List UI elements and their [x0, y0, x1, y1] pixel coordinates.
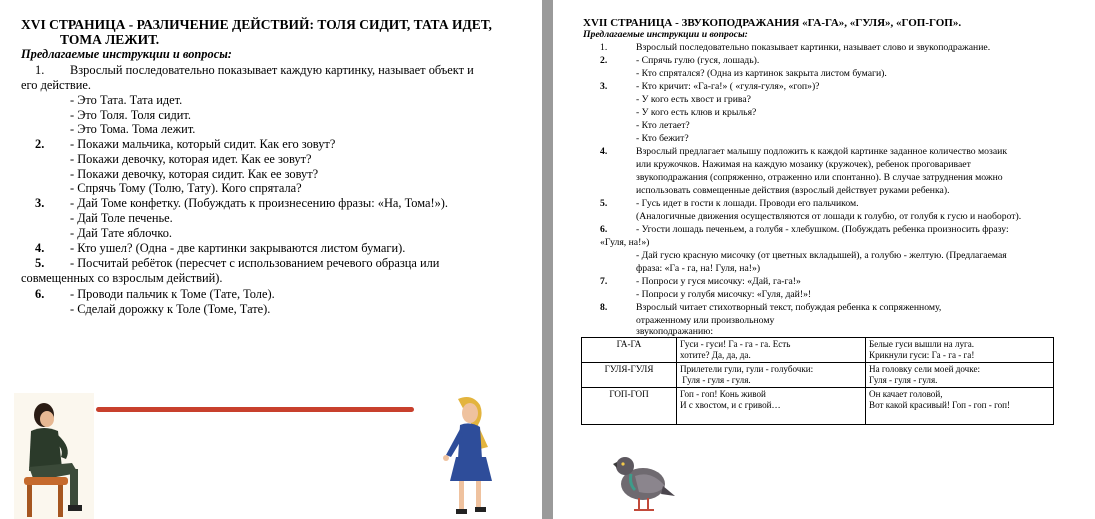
sitting-boy-illustration — [14, 393, 94, 519]
verse-line: И с хвостом, и с гривой… — [680, 400, 781, 410]
instruction-line: - Это Толя. Толя сидит. — [70, 108, 191, 122]
instruction-line: звукоподражания (сопряженно, отраженно или спонтанно). В случае затруднения можно — [636, 172, 1003, 183]
instruction-line: - Дай Тате яблочко. — [70, 226, 173, 240]
instruction-line: - Покажи мальчика, который сидит. Как его зовут? — [70, 137, 336, 151]
item-number: 5. — [600, 198, 608, 209]
item-number: 6. — [35, 287, 45, 301]
instruction-line: «Гуля, на!») — [600, 237, 650, 248]
item-number: 3. — [600, 81, 608, 92]
instruction-line: - Это Тата. Тата идет. — [70, 93, 183, 107]
instruction-line: - Дай Толе печенье. — [70, 211, 173, 225]
instruction-line: использовать совмещенные действия (взрослый действует руками ребенка). — [636, 185, 950, 196]
instruction-line: - Попроси у гуся мисочку: «Дай, га-га!» — [636, 276, 801, 287]
instruction-line: отраженному или произвольному — [636, 315, 775, 326]
pigeon-illustration — [605, 440, 675, 516]
instruction-line: - У кого есть хвост и грива? — [636, 94, 751, 105]
instruction-line: - Сделай дорожку к Толе (Томе, Тате). — [70, 302, 271, 316]
instruction-line: - Проводи пальчик к Томе (Тате, Толе). — [70, 287, 275, 301]
instruction-line: Взрослый последовательно показывает картинки, называет слово и звукоподражание. — [636, 42, 991, 53]
item-number: 4. — [600, 146, 608, 157]
instruction-line: - Дай Томе конфетку. (Побуждать к произнесению фразы: «На, Тома!»). — [70, 196, 449, 210]
instruction-line: совмещенных со взрослым действий). — [21, 271, 223, 285]
instruction-line: - Угости лошадь печеньем, а голубя - хлебушком. (Побуждать ребенка произносить фразу: — [636, 224, 1009, 235]
verse-cell — [677, 338, 866, 363]
item-number: 5. — [35, 256, 45, 270]
instruction-line: - Посчитай ребёток (пересчет с использованием речевого образца или — [70, 256, 440, 270]
instruction-line: - Кто спрятался? (Одна из картинок закрыта листом бумаги). — [636, 68, 887, 79]
left-document-page — [0, 0, 542, 519]
instruction-line: - Это Тома. Тома лежит. — [70, 122, 196, 136]
table-row — [582, 338, 1054, 363]
instruction-line: Взрослый читает стихотворный текст, побуждая ребенка к сопряженному, — [636, 302, 942, 313]
verse-line: Прилетели гули, гули - голубочки: — [680, 364, 814, 374]
page-title-line1: XVI СТРАНИЦА - РАЗЛИЧЕНИЕ ДЕЙСТВИЙ: ТОЛЯ СИДИТ, ТАТА ИДЕТ, — [21, 17, 492, 32]
verse-line: Гуси - гуси! Га - га - га. Есть — [680, 339, 791, 349]
instruction-line: (Аналогичные движения осуществляются от лошади к голубю, от голубя к гусю и наоборот). — [636, 211, 1022, 222]
instruction-line: - Покажи девочку, которая идет. Как ее зовут? — [70, 152, 312, 166]
verse-line: хотите? Да, да, да. — [680, 350, 751, 360]
verse-cell — [866, 363, 1054, 388]
instruction-line: Взрослый предлагает малышу подложить к каждой картинке заданное количество мозаик — [636, 146, 1008, 157]
instruction-line: звукоподражанию: — [636, 326, 714, 337]
instruction-line: - Покажи девочку, которая сидит. Как ее зовут? — [70, 167, 319, 181]
instruction-line: - Кто летает? — [636, 120, 690, 131]
item-number: 1. — [35, 63, 45, 77]
verse-line: Гуля - гуля - гуля. — [869, 375, 938, 385]
verse-cell — [677, 388, 866, 425]
verse-cell — [677, 363, 866, 388]
verse-line: Вот какой красивый! Гоп - гоп - гоп! — [869, 400, 1011, 410]
row-label: ГУЛЯ-ГУЛЯ — [582, 363, 677, 388]
instruction-line: или кружочков. Нажимая на каждую мозаику (кружочек), ребенок проговаривает — [636, 159, 971, 170]
instruction-line: Взрослый последовательно показывает каждую картинку, называет объект и — [70, 63, 474, 77]
instruction-line: - У кого есть клюв и крылья? — [636, 107, 757, 118]
verse-line: На головку сели моей дочке: — [869, 364, 981, 374]
instruction-line: - Гусь идет в гости к лошади. Проводи его пальчиком. — [636, 198, 859, 209]
instruction-line: - Спрячь Тому (Толю, Тату). Кого спрятала? — [70, 181, 302, 195]
instruction-line: фраза: «Га - га, на! Гуля, на!») — [636, 263, 761, 274]
instructions-subtitle: Предлагаемые инструкции и вопросы: — [21, 47, 232, 61]
verse-line: Он качает головой, — [869, 389, 943, 399]
instruction-line: - Дай гусю красную мисочку (от цветных вкладышей), а голубю - желтую. (Предлагаемая — [636, 250, 1007, 261]
row-label: ГА-ГА — [582, 338, 677, 363]
row-label: ГОП-ГОП — [582, 388, 677, 425]
onomatopoeia-table — [581, 337, 1054, 425]
item-number: 2. — [35, 137, 45, 151]
page-title-line2: ТОМА ЛЕЖИТ. — [60, 32, 160, 47]
verse-line: Белые гуси вышли на луга. — [869, 339, 975, 349]
item-number: 3. — [35, 196, 45, 210]
page-title: XVII СТРАНИЦА - ЗВУКОПОДРАЖАНИЯ «ГА-ГА», «ГУЛЯ», «ГОП-ГОП». — [583, 17, 962, 29]
right-document-page — [553, 0, 1095, 519]
red-path-line — [96, 407, 414, 412]
item-number: 8. — [600, 302, 608, 313]
walking-girl-illustration — [430, 395, 510, 519]
instruction-line: - Кто бежит? — [636, 133, 689, 144]
verse-cell — [866, 388, 1054, 425]
item-number: 2. — [600, 55, 608, 66]
item-number: 6. — [600, 224, 608, 235]
instruction-line: - Попроси у голубя мисочку: «Гуля, дай!»! — [636, 289, 812, 300]
item-number: 4. — [35, 241, 45, 255]
instructions-subtitle: Предлагаемые инструкции и вопросы: — [583, 29, 748, 40]
table-row — [582, 363, 1054, 388]
verse-line: Гуля - гуля - гуля. — [680, 375, 751, 385]
instruction-line: - Спрячь гулю (гуся, лошадь). — [636, 55, 760, 66]
instruction-line: - Кто кричит: «Га-га!» ( «гуля-гуля», «гоп»)? — [636, 81, 820, 92]
item-number: 7. — [600, 276, 608, 287]
verse-cell — [866, 338, 1054, 363]
table-row — [582, 388, 1054, 425]
verse-line: Гоп - гоп! Конь живой — [680, 389, 766, 399]
item-number: 1. — [600, 42, 608, 53]
verse-line: Крикнули гуси: Га - га - га! — [869, 350, 975, 360]
instruction-line: его действие. — [21, 78, 91, 92]
instruction-line: - Кто ушел? (Одна - две картинки закрываются листом бумаги). — [70, 241, 406, 255]
